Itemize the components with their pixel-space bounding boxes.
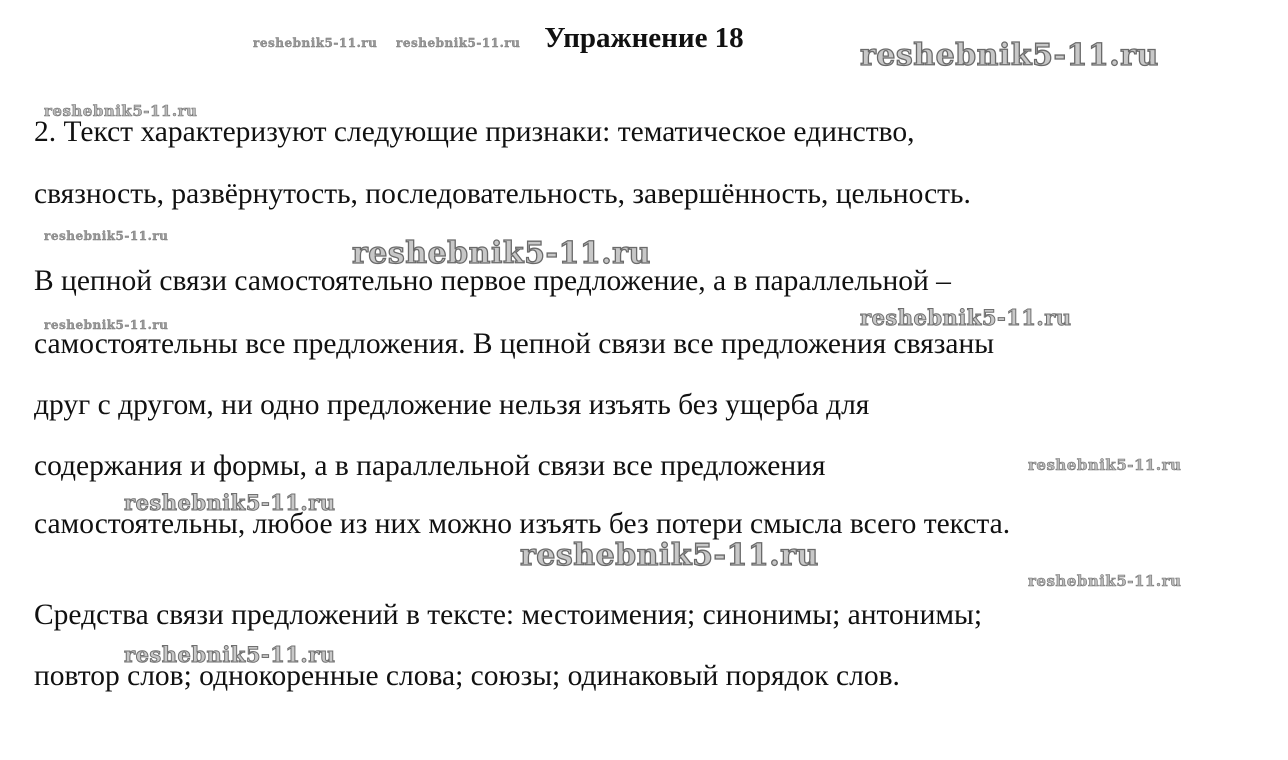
text-line-9: повтор слов; однокоренные слова; союзы; одинаковый порядок слов. — [34, 660, 900, 692]
watermark: reshebnik5-11.ru — [352, 236, 651, 271]
text-line-4: самостоятельны все предложения. В цепной связи все предложения связаны — [34, 328, 995, 360]
text-line-3: В цепной связи самостоятельно первое предложение, а в параллельной – — [34, 265, 951, 297]
text-line-5: друг с другом, ни одно предложение нельзя изъять без ущерба для — [34, 389, 870, 421]
watermark: reshebnik5-11.ru — [44, 318, 169, 332]
watermark: reshebnik5-11.ru — [520, 538, 819, 573]
watermark: reshebnik5-11.ru — [44, 229, 169, 243]
exercise-title: Упражнение 18 — [544, 22, 744, 54]
watermark: reshebnik5-11.ru — [44, 102, 198, 120]
watermark: reshebnik5-11.ru — [1028, 572, 1182, 590]
text-line-2: связность, развёрнутость, последовательность, завершённость, цельность. — [34, 178, 971, 210]
watermark: reshebnik5-11.ru — [396, 36, 521, 50]
watermark: reshebnik5-11.ru — [860, 305, 1072, 330]
watermark: reshebnik5-11.ru — [253, 36, 378, 50]
watermark: reshebnik5-11.ru — [860, 38, 1159, 73]
watermark: reshebnik5-11.ru — [1028, 456, 1182, 474]
text-line-6: содержания и формы, а в параллельной связи все предложения — [34, 450, 826, 482]
text-line-8: Средства связи предложений в тексте: местоимения; синонимы; антонимы; — [34, 599, 983, 631]
text-line-7: самостоятельны, любое из них можно изъять без потери смысла всего текста. — [34, 508, 1011, 540]
watermark: reshebnik5-11.ru — [124, 642, 336, 667]
text-line-1: 2. Текст характеризуют следующие признаки: тематическое единство, — [34, 116, 915, 148]
watermark: reshebnik5-11.ru — [124, 490, 336, 515]
